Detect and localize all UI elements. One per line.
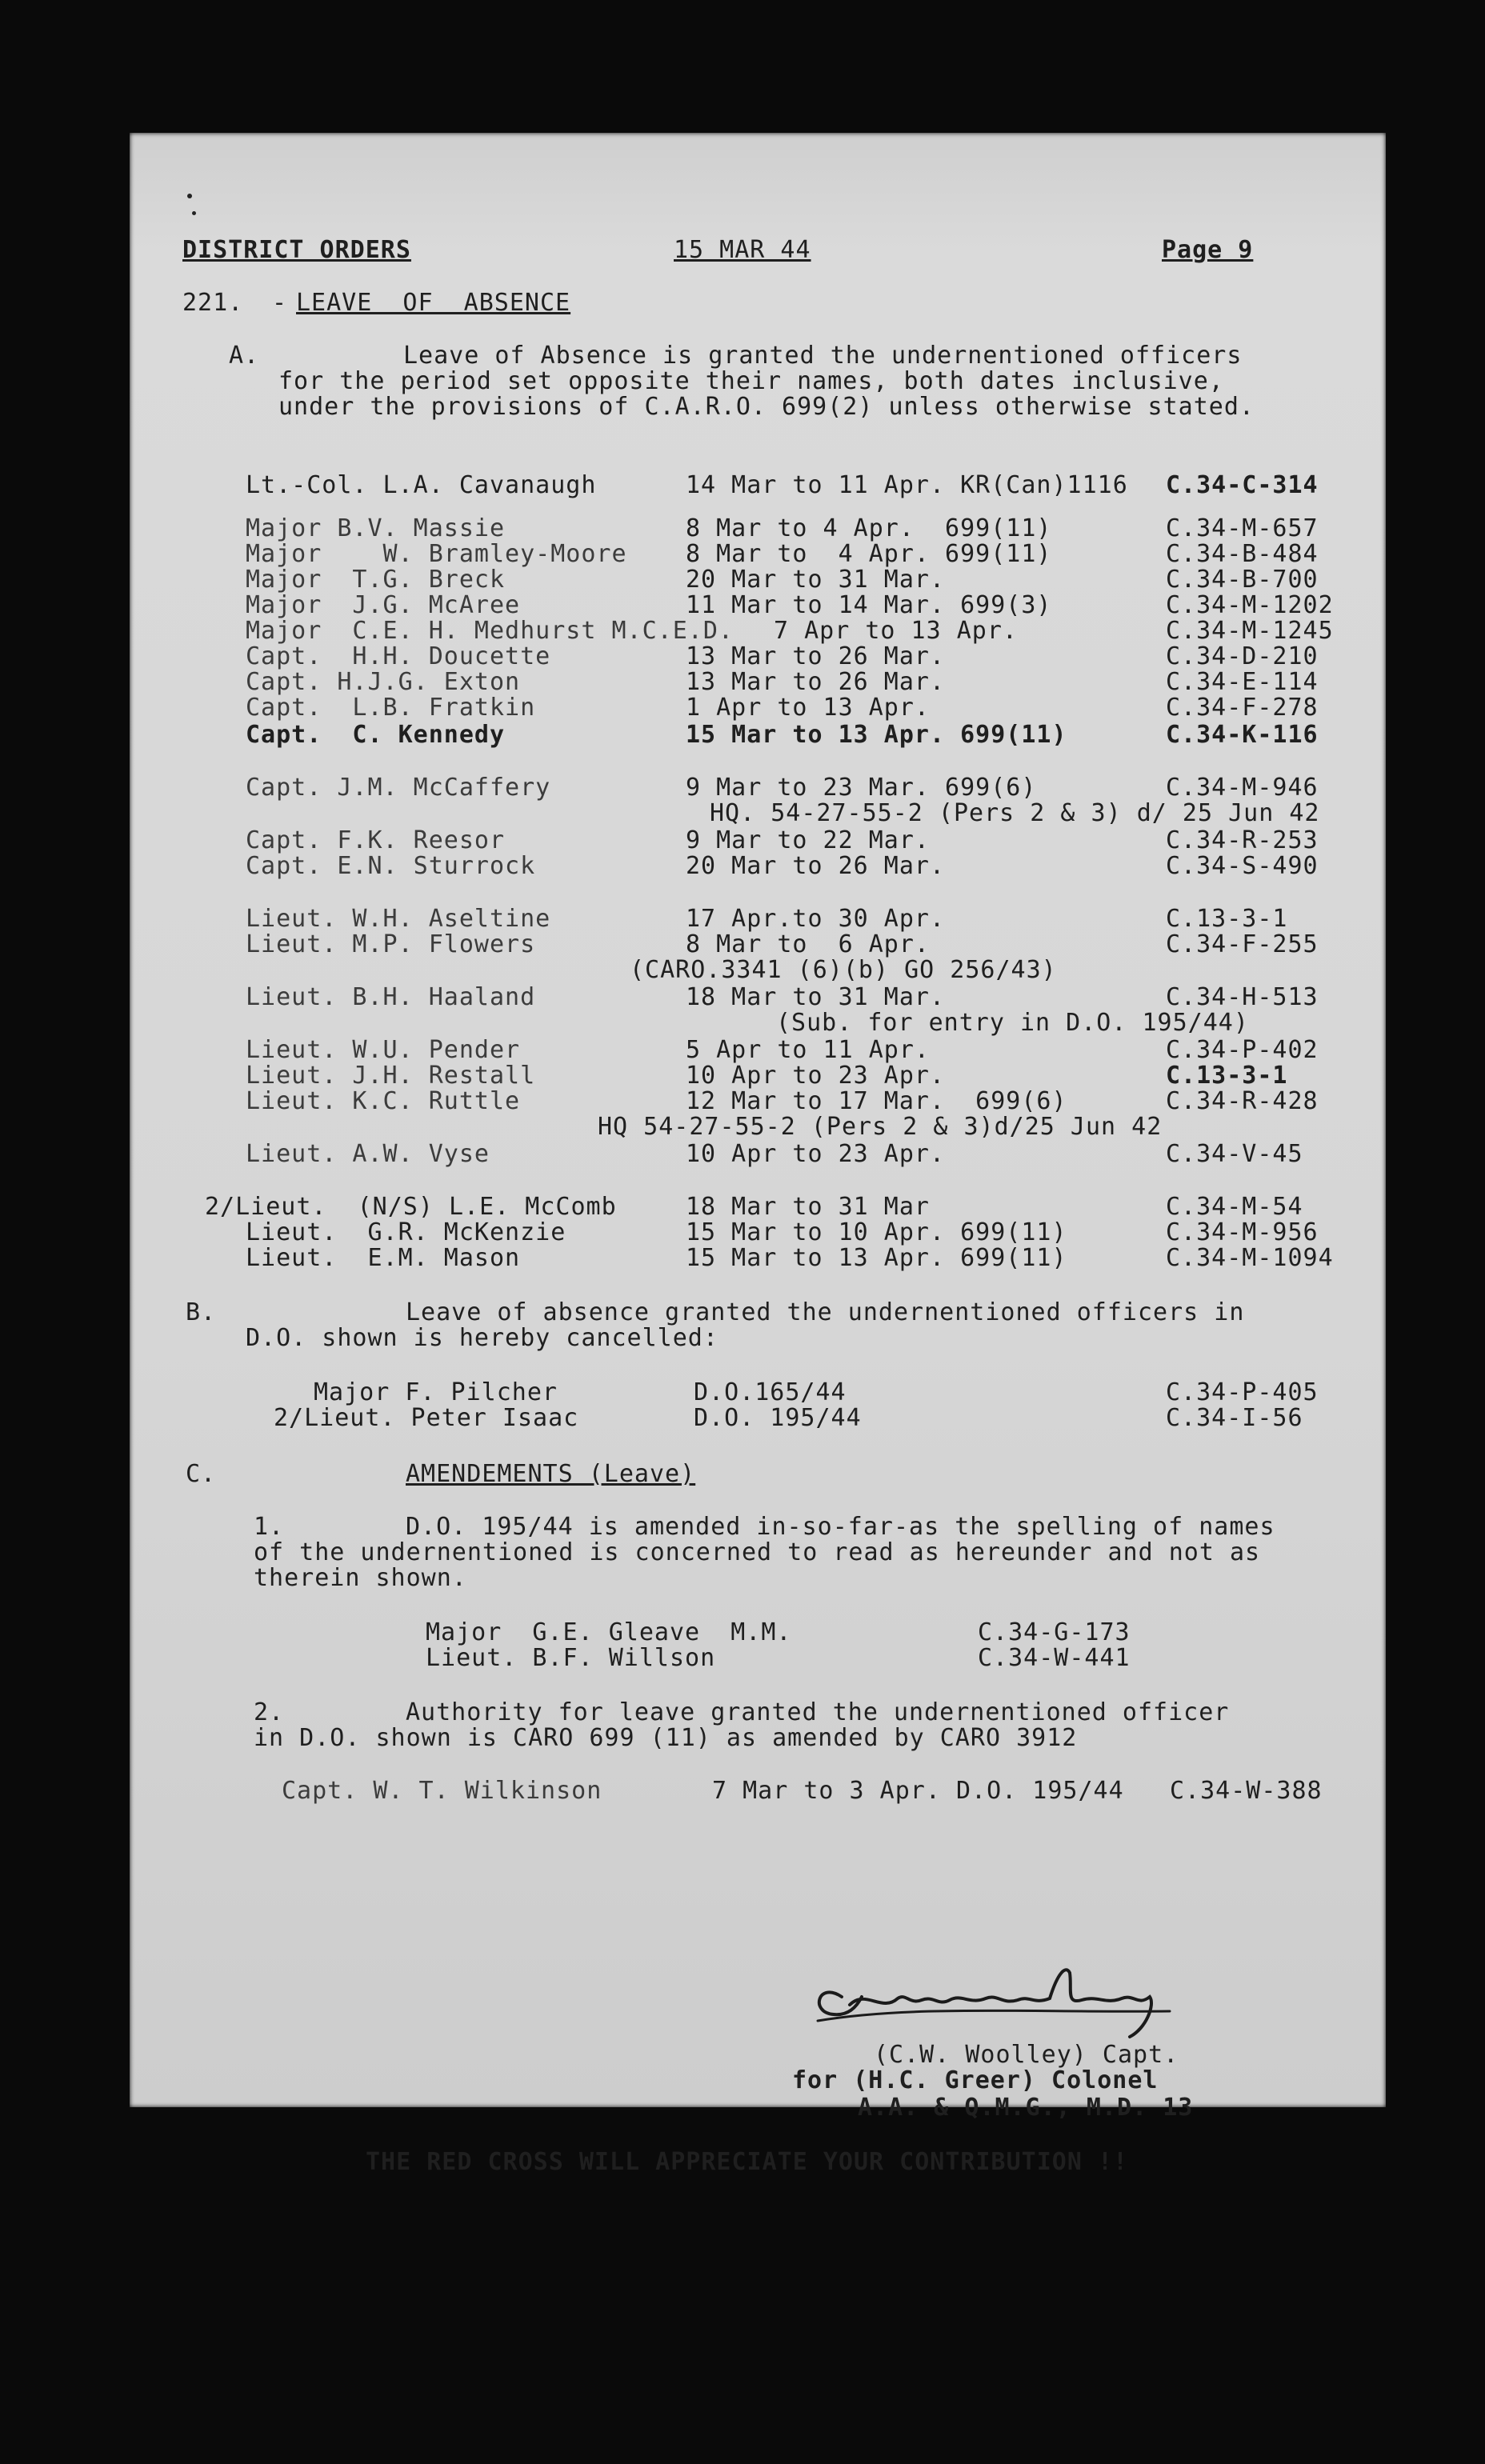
officer-name: Lieut. E.M. Mason [246,1244,521,1272]
officer-name: Major C.E. H. Medhurst M.C.E.D. [246,617,734,645]
leave-dates: 5 Apr to 11 Apr. [686,1036,930,1064]
officer-name: Major F. Pilcher [314,1378,558,1406]
file-number: C.34-W-441 [978,1644,1131,1672]
leave-dates: 18 Mar to 31 Mar [686,1193,930,1221]
officer-name: Capt. E.N. Sturrock [246,852,536,880]
part-a-intro-line: Leave of Absence is granted the undernentioned officers [403,342,1243,370]
signatory-name: (C.W. Woolley) Capt. [874,2041,1179,2069]
part-b-intro-line: Leave of absence granted the undernentioned officers in [406,1298,1245,1326]
officer-name: 2/Lieut. (N/S) L.E. McComb [205,1193,617,1221]
file-number: C.34-C-314 [1166,471,1319,499]
header-date: 15 MAR 44 [674,236,811,264]
file-number: C.34-W-388 [1170,1777,1323,1805]
leave-dates: 1 Apr to 13 Apr. [686,694,930,722]
file-number: C.34-M-1245 [1166,617,1334,645]
leave-dates: 7 Apr to 13 Apr. [774,617,1018,645]
authority-note: (Sub. for entry in D.O. 195/44) [776,1009,1249,1037]
header-title: DISTRICT ORDERS [182,236,411,264]
part-a-intro-line: for the period set opposite their names, both dates inclusive, [278,367,1224,395]
leave-dates: 14 Mar to 11 Apr. KR(Can)1116 [686,471,1128,499]
document-page [130,133,1386,2176]
leave-dates: 13 Mar to 26 Mar. [686,642,946,670]
amendment-text-line: therein shown. [254,1564,467,1592]
officer-name: Major B.V. Massie [246,514,506,542]
file-number: C.34-M-1094 [1166,1244,1334,1272]
file-number: C.34-I-56 [1166,1404,1303,1432]
leave-dates: 15 Mar to 13 Apr. 699(11) [686,1244,1067,1272]
file-number: C.34-F-278 [1166,694,1319,722]
footer-slogan: THE RED CROSS WILL APPRECIATE YOUR CONTRIBUTION !! [366,2148,1129,2176]
section-title: LEAVE OF ABSENCE [296,289,571,317]
leave-dates: 20 Mar to 31 Mar. [686,566,946,594]
file-number: C.34-M-956 [1166,1218,1319,1246]
ink-dot [192,211,196,215]
officer-name: Lieut. J.H. Restall [246,1062,536,1090]
file-number: C.34-K-116 [1166,721,1319,749]
file-number: C.34-R-428 [1166,1087,1319,1115]
part-b-intro-line: D.O. shown is hereby cancelled: [246,1324,718,1352]
file-number: C.34-B-484 [1166,540,1319,568]
file-number: C.34-S-490 [1166,852,1319,880]
leave-dates: 15 Mar to 10 Apr. 699(11) [686,1218,1067,1246]
leave-dates: 11 Mar to 14 Mar. 699(3) [686,591,1052,619]
order-reference: D.O.165/44 [694,1378,847,1406]
part-a-label: A. [229,342,260,370]
handwritten-signature [794,1949,1202,2045]
leave-dates: 9 Mar to 22 Mar. [686,826,930,854]
authority-note: HQ. 54-27-55-2 (Pers 2 & 3) d/ 25 Jun 42 [710,799,1320,827]
item-number: 2. [254,1698,285,1726]
file-number: C.34-F-255 [1166,930,1319,958]
file-number: C.34-H-513 [1166,983,1319,1011]
officer-name: Lieut. B.H. Haaland [246,983,536,1011]
officer-name: Major T.G. Breck [246,566,506,594]
ink-dot [187,194,192,198]
amendment-text-line: D.O. 195/44 is amended in-so-far-as the spelling of names [406,1513,1275,1541]
officer-name: Capt. H.H. Doucette [246,642,551,670]
officer-name: Lieut. K.C. Ruttle [246,1087,521,1115]
leave-dates: 15 Mar to 13 Apr. 699(11) [686,721,1067,749]
officer-name: Lieut. W.H. Aseltine [246,905,551,933]
leave-dates: 8 Mar to 6 Apr. [686,930,930,958]
leave-dates: 8 Mar to 4 Apr. 699(11) [686,514,1052,542]
file-number: C.34-V-45 [1166,1140,1303,1168]
leave-dates: 7 Mar to 3 Apr. D.O. 195/44 [712,1777,1124,1805]
officer-name: Lieut. A.W. Vyse [246,1140,490,1168]
section-dash: - [272,289,288,317]
amendment-text-line: Authority for leave granted the undernentioned officer [406,1698,1230,1726]
file-number: C.34-P-405 [1166,1378,1319,1406]
officer-name: Lieut. M.P. Flowers [246,930,536,958]
file-number: C.34-R-253 [1166,826,1319,854]
officer-name: Lieut. G.R. McKenzie [246,1218,566,1246]
leave-dates: 20 Mar to 26 Mar. [686,852,946,880]
authority-note: HQ 54-27-55-2 (Pers 2 & 3)d/25 Jun 42 [598,1113,1163,1141]
signatory-for: for (H.C. Greer) Colonel [792,2066,1159,2094]
officer-name: Capt. F.K. Reesor [246,826,506,854]
part-a-intro-line: under the provisions of C.A.R.O. 699(2) unless otherwise stated. [278,393,1255,421]
officer-name: Major G.E. Gleave M.M. [426,1618,792,1646]
file-number: C.13-3-1 [1166,905,1288,933]
officer-name: Lieut. B.F. Willson [426,1644,716,1672]
file-number: C.13-3-1 [1166,1062,1288,1090]
file-number: C.34-M-657 [1166,514,1319,542]
leave-dates: 18 Mar to 31 Mar. [686,983,946,1011]
leave-dates: 10 Apr to 23 Apr. [686,1062,946,1090]
officer-name: Capt. H.J.G. Exton [246,668,521,696]
amendment-text-line: of the undernentioned is concerned to read as hereunder and not as [254,1538,1261,1566]
file-number: C.34-M-54 [1166,1193,1303,1221]
leave-dates: 12 Mar to 17 Mar. 699(6) [686,1087,1067,1115]
leave-dates: 13 Mar to 26 Mar. [686,668,946,696]
header-page: Page 9 [1162,236,1254,264]
officer-name: Major J.G. McAree [246,591,521,619]
file-number: C.34-M-1202 [1166,591,1334,619]
signatory-title: A.A. & Q.M.G., M.D. 13 [858,2094,1194,2122]
file-number: C.34-M-946 [1166,774,1319,802]
leave-dates: 10 Apr to 23 Apr. [686,1140,946,1168]
leave-dates: 17 Apr.to 30 Apr. [686,905,946,933]
officer-name: Capt. W. T. Wilkinson [282,1777,602,1805]
order-reference: D.O. 195/44 [694,1404,862,1432]
officer-name: Capt. J.M. McCaffery [246,774,551,802]
file-number: C.34-E-114 [1166,668,1319,696]
file-number: C.34-P-402 [1166,1036,1319,1064]
authority-note: (CARO.3341 (6)(b) GO 256/43) [630,956,1057,984]
file-number: C.34-B-700 [1166,566,1319,594]
officer-name: Capt. L.B. Fratkin [246,694,536,722]
leave-dates: 9 Mar to 23 Mar. 699(6) [686,774,1037,802]
part-c-title: AMENDEMENTS (Leave) [406,1460,696,1488]
section-number: 221. [182,289,244,317]
item-number: 1. [254,1513,285,1541]
file-number: C.34-G-173 [978,1618,1131,1646]
officer-name: Capt. C. Kennedy [246,721,506,749]
officer-name: Major W. Bramley-Moore [246,540,627,568]
amendment-text-line: in D.O. shown is CARO 699 (11) as amended by CARO 3912 [254,1724,1078,1752]
leave-dates: 8 Mar to 4 Apr. 699(11) [686,540,1052,568]
part-c-label: C. [186,1460,217,1488]
part-b-label: B. [186,1298,217,1326]
officer-name: Lt.-Col. L.A. Cavanaugh [246,471,597,499]
officer-name: 2/Lieut. Peter Isaac [274,1404,579,1432]
file-number: C.34-D-210 [1166,642,1319,670]
officer-name: Lieut. W.U. Pender [246,1036,521,1064]
